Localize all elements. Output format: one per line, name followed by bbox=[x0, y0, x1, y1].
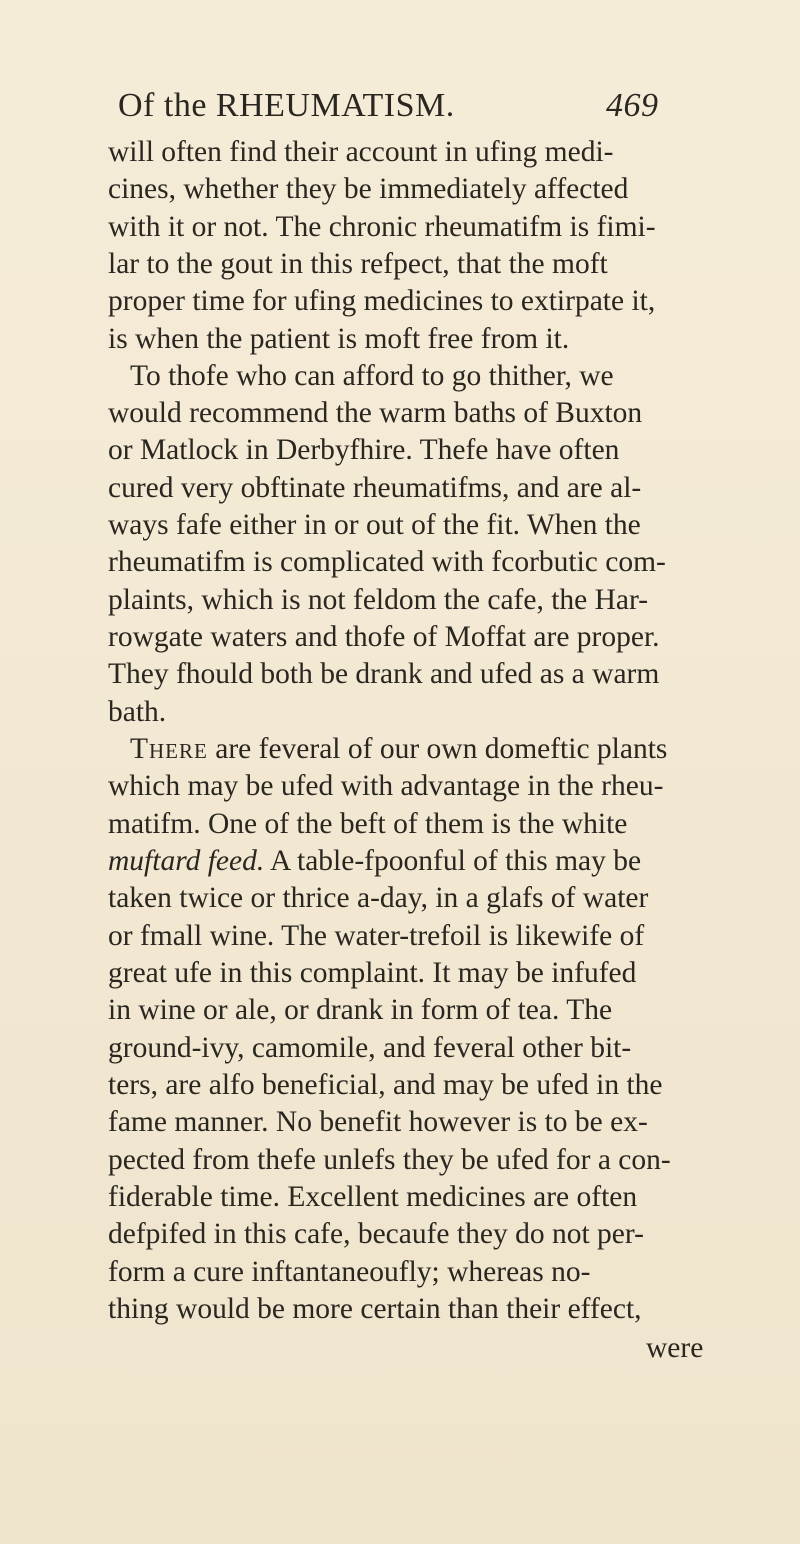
text-line: defpifed in this cafe, becaufe they do not per- bbox=[108, 1218, 644, 1250]
text-line: proper time for ufing medicines to extirpate it, bbox=[108, 285, 656, 317]
text-line: thing would be more certain than their effect, bbox=[108, 1293, 642, 1325]
catchword: were bbox=[646, 1332, 704, 1364]
text-line: would recommend the warm baths of Buxton bbox=[108, 397, 643, 429]
text-line: with it or not. The chronic rheumatifm is fimi- bbox=[108, 211, 656, 243]
text-line: rheumatifm is complicated with fcorbutic com- bbox=[108, 546, 666, 578]
text-line: which may be ufed with advantage in the rheu- bbox=[108, 770, 664, 802]
running-head bbox=[118, 86, 718, 126]
text-line: matifm. One of the beft of them is the white bbox=[108, 808, 628, 840]
text-line: fame manner. No benefit however is to be ex- bbox=[108, 1106, 648, 1138]
text-line: will often find their account in ufing medi- bbox=[108, 136, 614, 168]
text-line: muftard feed. A table-fpoonful of this may be bbox=[108, 845, 642, 877]
lead-word: There bbox=[130, 733, 208, 765]
text-line: form a cure inftantaneoufly; whereas no- bbox=[108, 1256, 591, 1288]
text-line: ways fafe either in or out of the fit. When the bbox=[108, 509, 641, 541]
text-line: They fhould both be drank and ufed as a warm bbox=[108, 658, 660, 690]
text-line: is when the patient is moft free from it. bbox=[108, 323, 570, 355]
text-line: There are feveral of our own domeftic plants bbox=[130, 733, 668, 765]
page-number: 469 bbox=[606, 87, 659, 124]
text-line: rowgate waters and thofe of Moffat are proper. bbox=[108, 621, 660, 653]
text-line: ters, are alfo beneficial, and may be ufed in the bbox=[108, 1069, 663, 1101]
text-line: ground-ivy, camomile, and feveral other bit- bbox=[108, 1032, 632, 1064]
text-line: fiderable time. Excellent medicines are often bbox=[108, 1181, 638, 1213]
text-line: bath. bbox=[108, 696, 167, 728]
text-line: plaints, which is not feldom the cafe, the Har- bbox=[108, 584, 649, 616]
text-line: lar to the gout in this refpect, that the moft bbox=[108, 248, 608, 280]
text-line: To thofe who can afford to go thither, we bbox=[130, 360, 614, 392]
text-line: taken twice or thrice a-day, in a glafs of water bbox=[108, 882, 649, 914]
text-line: in wine or ale, or drank in form of tea. The bbox=[108, 994, 613, 1026]
italic-term: muftard feed. bbox=[108, 845, 265, 877]
text-line: or fmall wine. The water-trefoil is likewife of bbox=[108, 920, 645, 952]
text-line: cured very obftinate rheumatifms, and are al- bbox=[108, 472, 642, 504]
text-line: great ufe in this complaint. It may be infufed bbox=[108, 957, 637, 989]
running-head-title: Of the RHEUMATISM. bbox=[118, 87, 455, 124]
text-line: cines, whether they be immediately affected bbox=[108, 173, 629, 205]
text-line: pected from thefe unlefs they be ufed for a con- bbox=[108, 1144, 671, 1176]
text-line: or Matlock in Derbyfhire. Thefe have often bbox=[108, 434, 620, 466]
